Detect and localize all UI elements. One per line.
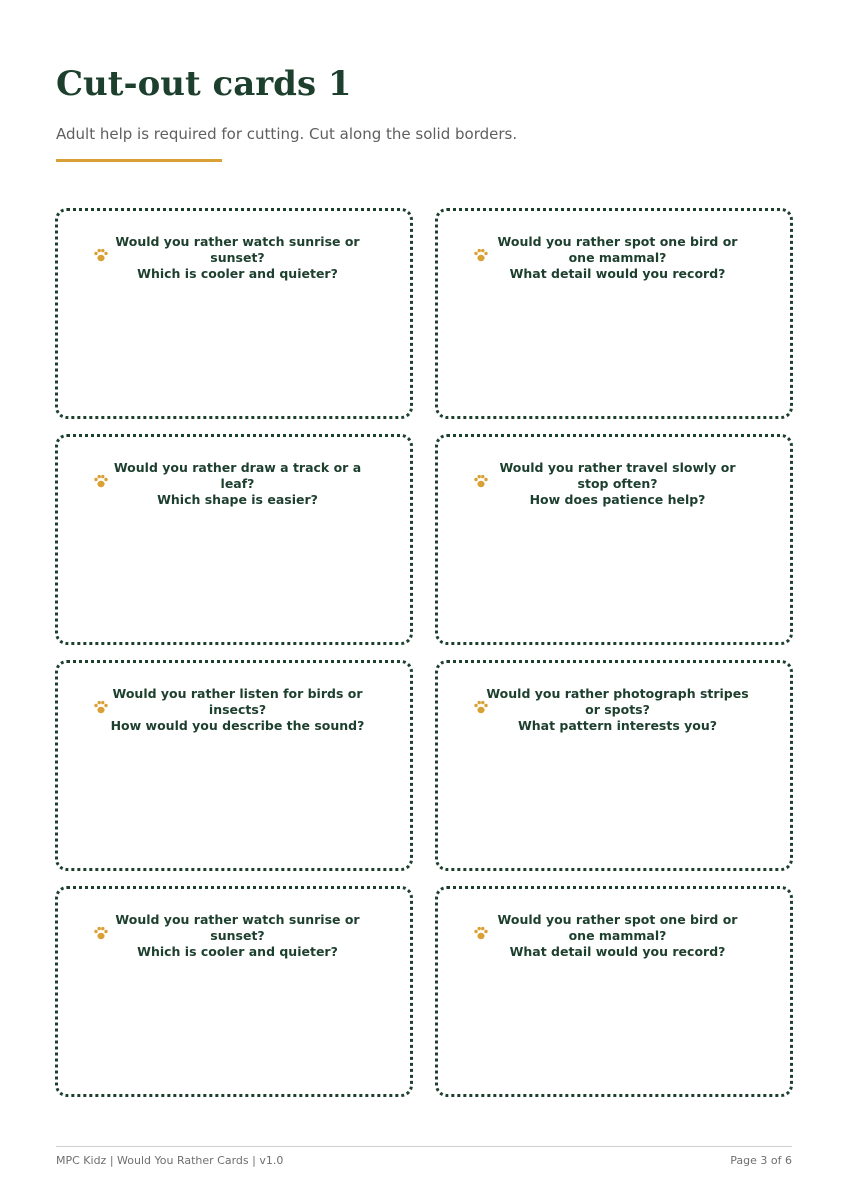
card-prompt — [473, 912, 762, 960]
cut-out-card — [55, 434, 413, 645]
page-subtitle: Adult help is required for cutting. Cut along the solid borders. — [56, 125, 518, 143]
card-question: Would you rather spot one bird or one mammal? — [497, 234, 738, 265]
card-prompt — [93, 912, 382, 960]
card-prompt — [93, 234, 382, 282]
title-accent-divider — [56, 159, 222, 162]
card-follow-up: Which is cooler and quieter? — [137, 266, 338, 281]
card-question: Would you rather spot one bird or one mammal? — [497, 912, 738, 943]
card-follow-up: Which is cooler and quieter? — [137, 944, 338, 959]
cut-out-card — [435, 660, 793, 871]
card-follow-up: How does patience help? — [529, 492, 706, 507]
cut-out-card — [435, 886, 793, 1097]
card-question: Would you rather travel slowly or stop often? — [499, 460, 736, 491]
card-grid — [55, 208, 793, 1097]
card-prompt — [93, 460, 382, 508]
card-prompt — [473, 460, 762, 508]
cut-out-card — [55, 660, 413, 871]
cut-out-card — [55, 208, 413, 419]
cut-out-card — [435, 208, 793, 419]
card-prompt — [93, 686, 382, 734]
cut-out-card — [435, 434, 793, 645]
page-title: Cut-out cards 1 — [56, 64, 352, 104]
card-question: Would you rather draw a track or a leaf? — [113, 460, 362, 491]
footer-page-number: Page 3 of 6 — [730, 1154, 792, 1167]
card-follow-up: Which shape is easier? — [157, 492, 318, 507]
card-question: Would you rather watch sunrise or sunset? — [115, 912, 360, 943]
card-prompt — [473, 234, 762, 282]
footer-document-info: MPC Kidz | Would You Rather Cards | v1.0 — [56, 1154, 284, 1167]
card-prompt — [473, 686, 762, 734]
card-question: Would you rather listen for birds or insects? — [112, 686, 363, 717]
card-follow-up: What detail would you record? — [509, 266, 726, 281]
card-follow-up: How would you describe the sound? — [110, 718, 365, 733]
footer-divider — [56, 1146, 792, 1147]
card-follow-up: What pattern interests you? — [517, 718, 718, 733]
card-question: Would you rather watch sunrise or sunset? — [115, 234, 360, 265]
cut-out-card — [55, 886, 413, 1097]
card-question: Would you rather photograph stripes or spots? — [486, 686, 749, 717]
card-follow-up: What detail would you record? — [509, 944, 726, 959]
